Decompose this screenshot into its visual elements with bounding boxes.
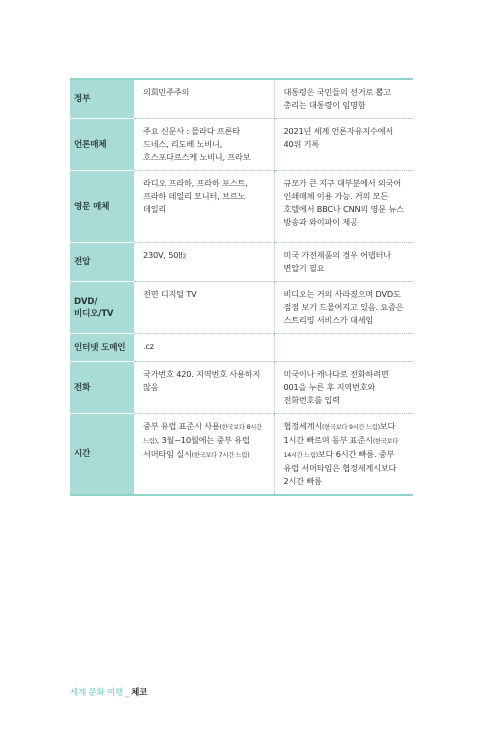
row-value: [134, 334, 274, 362]
table-row: [70, 79, 413, 119]
cell-text: 협정세계시: [283, 421, 323, 431]
table-row: [70, 243, 413, 282]
table-row: [70, 282, 413, 334]
row-value: [134, 282, 274, 334]
cell-text: 230V, 50㎐: [143, 250, 187, 260]
row-label: 전화: [70, 362, 134, 414]
cell-text: 라디오 프라하, 프라하 포스트, 프라하 데일리 모니터, 브르노 데일리: [143, 178, 248, 214]
table-row: [70, 334, 413, 362]
row-value: [134, 414, 274, 496]
cell-text: 대통령은 국민들의 선거로 뽑고 총리는 대통령이 임명함: [283, 87, 391, 110]
row-label: 전압: [70, 243, 134, 282]
cell-text: 보다 1시간 빠르며 동부 표준시: [283, 421, 396, 445]
row-note: [274, 119, 413, 171]
row-label: 인터넷 도메인: [70, 334, 134, 362]
cell-text: 보다 6시간 빠름. 중부 유럽 서머타임은 협정세계시보다 2시간 빠름: [283, 449, 397, 486]
row-label: 언론매체: [70, 119, 134, 171]
table-row: [70, 119, 413, 171]
row-label: 영문 매체: [70, 171, 134, 243]
row-label: DVD/비디오/TV: [70, 282, 134, 334]
series-title: 세계 문화 여행: [70, 688, 124, 698]
cell-text: 미국 가전제품의 경우 어댑터나 변압기 필요: [283, 250, 391, 273]
row-value: [134, 171, 274, 243]
row-note: [274, 282, 413, 334]
table-row: [70, 414, 413, 496]
cell-text: 비디오는 거의 사라졌으며 DVD도 점점 보기 드물어지고 있음. 요즘은 스트리밍 서비스가 대세임: [283, 289, 404, 325]
row-value: [134, 243, 274, 282]
time-note: (한국보다 7시간 느림): [191, 452, 250, 459]
info-table: [70, 78, 413, 496]
footer-separator: _: [125, 688, 130, 698]
book-topic: 체코: [131, 688, 148, 698]
table-row: [70, 362, 413, 414]
cell-text: 2021년 세계 언론자유지수에서 40위 기록: [283, 126, 394, 149]
cell-text: , 3월~10월에는 중부 유럽 서머타임 실시: [143, 435, 250, 459]
row-note: [274, 334, 413, 362]
cell-text: 중부 유럽 표준시 사용: [143, 421, 220, 431]
row-value: [134, 362, 274, 414]
row-note: [274, 171, 413, 243]
cell-text: 의회민주주의: [143, 87, 190, 97]
cell-text: .cz: [143, 341, 154, 351]
row-value: [134, 79, 274, 119]
row-note: [274, 414, 413, 496]
cell-text: 주요 신문사 : 믈라다 프론타 드네스, 리도베 노비니, 호스포다르스케 노비니, 프라보: [143, 126, 251, 162]
page-footer: [70, 686, 147, 698]
cell-text: 전면 디지털 TV: [143, 289, 197, 299]
row-label: 시간: [70, 414, 134, 496]
time-note: (한국보다 14시간 느림): [283, 438, 399, 459]
time-note: (한국보다 9시간 느림): [322, 424, 380, 431]
row-label: 정부: [70, 79, 134, 119]
cell-text: 미국이나 캐나다로 전화하려면 001을 누른 후 지역번호와 전화번호를 입력: [283, 369, 389, 405]
row-note: [274, 79, 413, 119]
cell-text: 국가번호 420. 지역번호 사용하지 않음: [143, 369, 261, 392]
time-note: (한국보다 8시간 느림): [143, 424, 262, 445]
row-note: [274, 243, 413, 282]
row-note: [274, 362, 413, 414]
row-value: [134, 119, 274, 171]
table-row: [70, 171, 413, 243]
cell-text: 규모가 큰 지구 대부분에서 외국어 인쇄매체 이용 가능. 거의 모든 호텔에서 BBC나 CNN의 영문 뉴스 방송과 와이파이 제공: [283, 178, 404, 227]
